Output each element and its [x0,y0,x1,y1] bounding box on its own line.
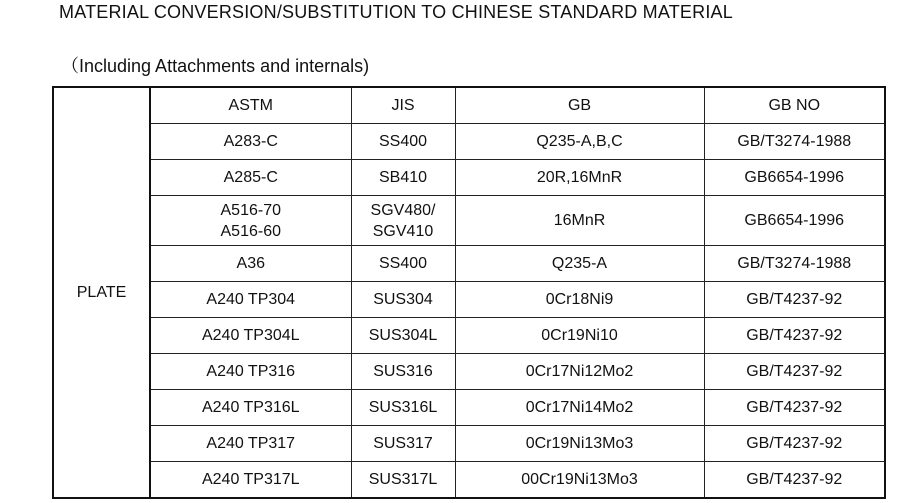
gb-cell: Q235-A [455,246,704,282]
jis-cell-line: SUS304L [368,327,438,344]
category-label: PLATE [76,284,127,301]
table-row [53,354,885,390]
jis-cell-line: SGV480/ [370,201,436,219]
astm-cell [150,196,351,246]
jis-cell [351,462,455,499]
gb-cell: 00Cr19Ni13Mo3 [455,462,704,499]
gb-cell: 0Cr17Ni14Mo2 [455,390,704,426]
table-row [53,282,885,318]
astm-cell [150,124,351,160]
table-row [53,124,885,160]
table-row [53,246,885,282]
gb-cell: 16MnR [455,196,704,246]
document-subtitle: （Including Attachments and internals) [61,56,370,76]
gb-no-cell: GB/T4237-92 [704,390,885,426]
jis-cell-line: SGV410 [372,222,434,240]
material-conversion-table [52,86,886,499]
astm-cell [150,160,351,196]
jis-cell [351,354,455,390]
table-row [53,196,885,246]
astm-cell-line: A285-C [223,169,278,186]
table-row [53,390,885,426]
astm-cell [150,318,351,354]
header-jis: JIS [351,87,455,124]
header-gb: GB [455,87,704,124]
astm-cell-line: A283-C [223,133,278,150]
gb-cell: 0Cr19Ni10 [455,318,704,354]
jis-cell-line: SUS317L [368,471,438,488]
gb-no-cell: GB/T4237-92 [704,282,885,318]
table-row [53,318,885,354]
astm-cell-line: A240 TP317L [201,471,300,488]
astm-cell [150,282,351,318]
astm-cell-line: A516-60 [220,222,281,240]
table-row [53,426,885,462]
jis-cell-line: SS400 [378,133,428,150]
jis-cell [351,124,455,160]
jis-cell-line: SUS316L [368,399,438,416]
jis-cell [351,318,455,354]
astm-cell-line: A240 TP304 [206,291,296,308]
gb-cell: 0Cr19Ni13Mo3 [455,426,704,462]
astm-cell [150,246,351,282]
gb-no-cell: GB6654-1996 [704,196,885,246]
category-cell [53,87,150,498]
astm-cell-line: A36 [236,255,265,272]
header-astm: ASTM [150,87,351,124]
jis-cell [351,246,455,282]
table-row [53,462,885,499]
jis-cell-line: SUS317 [373,435,433,452]
gb-no-cell: GB6654-1996 [704,160,885,196]
astm-cell-line: A240 TP304L [201,327,300,344]
jis-cell [351,390,455,426]
jis-cell [351,426,455,462]
table-header-row [53,87,885,124]
gb-no-cell: GB/T4237-92 [704,462,885,499]
jis-cell [351,160,455,196]
table-body [53,87,885,498]
gb-cell: Q235-A,B,C [455,124,704,160]
astm-cell-line: A240 TP317 [206,435,296,452]
header-gb-no: GB NO [704,87,885,124]
table-row [53,160,885,196]
gb-cell: 0Cr18Ni9 [455,282,704,318]
jis-cell-line: SUS316 [373,363,433,380]
gb-cell: 0Cr17Ni12Mo2 [455,354,704,390]
jis-cell-line: SUS304 [373,291,433,308]
astm-cell [150,426,351,462]
jis-cell-line: SS400 [378,255,428,272]
astm-cell-line: A240 TP316L [201,399,300,416]
gb-no-cell: GB/T3274-1988 [704,246,885,282]
gb-no-cell: GB/T3274-1988 [704,124,885,160]
astm-cell [150,390,351,426]
gb-no-cell: GB/T4237-92 [704,426,885,462]
astm-cell [150,462,351,499]
gb-no-cell: GB/T4237-92 [704,354,885,390]
gb-no-cell: GB/T4237-92 [704,318,885,354]
gb-cell: 20R,16MnR [455,160,704,196]
astm-cell-line: A516-70 [220,201,281,219]
jis-cell [351,196,455,246]
document-title: MATERIAL CONVERSION/SUBSTITUTION TO CHINESE STANDARD MATERIAL [59,2,733,22]
jis-cell [351,282,455,318]
astm-cell [150,354,351,390]
jis-cell-line: SB410 [378,169,428,186]
astm-cell-line: A240 TP316 [206,363,296,380]
